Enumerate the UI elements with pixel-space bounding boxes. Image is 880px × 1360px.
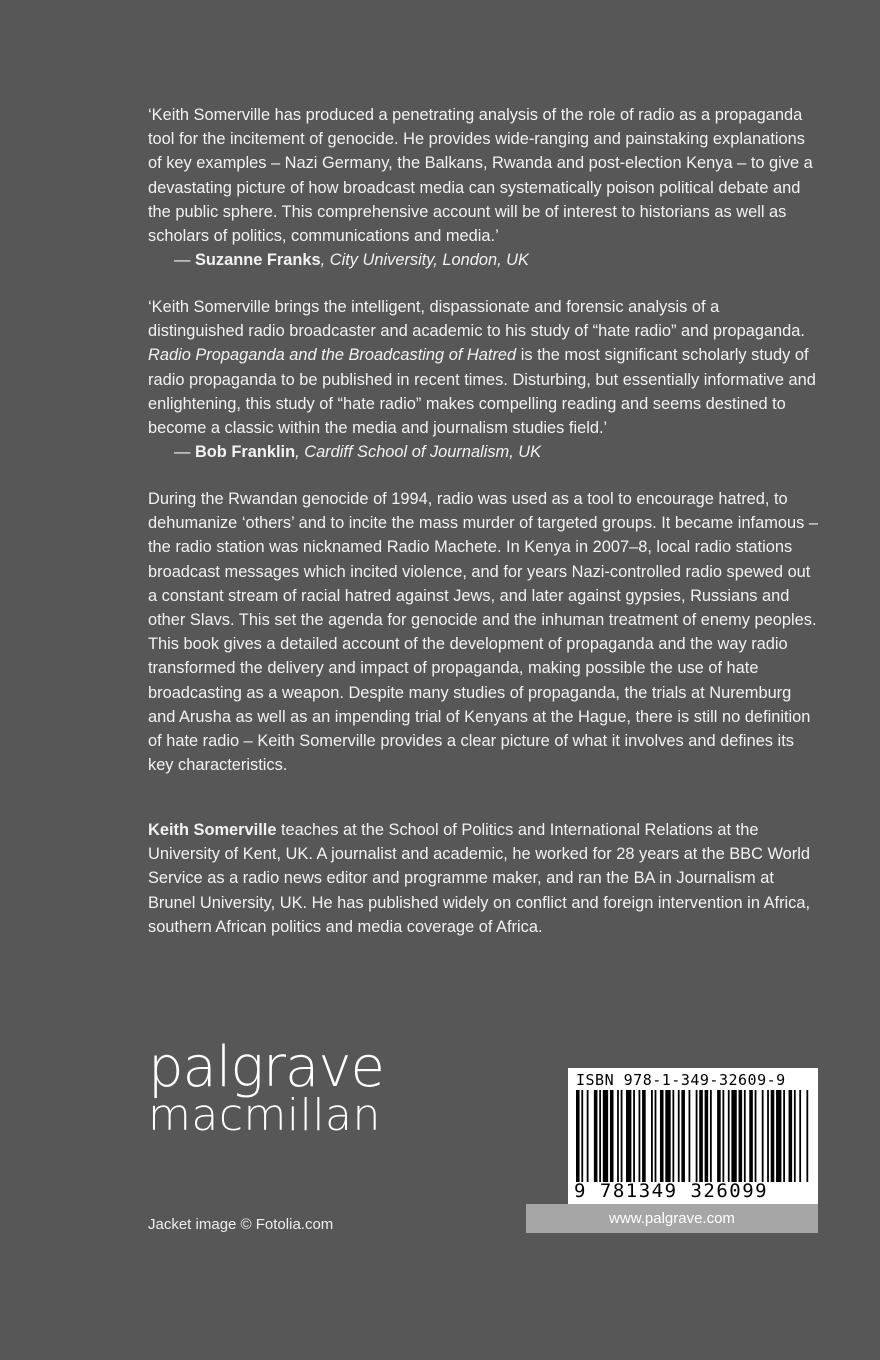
barcode-bar <box>722 1090 724 1182</box>
barcode-bar <box>621 1090 623 1182</box>
quote-text <box>148 295 818 440</box>
jacket-image-credit: Jacket image © Fotolia.com <box>148 1216 334 1233</box>
barcode-bar <box>639 1090 641 1182</box>
barcode-bar <box>594 1090 598 1182</box>
barcode-bar <box>660 1090 664 1182</box>
barcode-bar <box>610 1090 614 1182</box>
barcode-bar <box>651 1090 653 1182</box>
isbn-label: ISBN 978-1-349-32609-9 <box>576 1071 786 1089</box>
barcode-bar <box>655 1090 657 1182</box>
barcode-bar <box>739 1090 743 1182</box>
review-quote-franks <box>148 103 818 272</box>
barcode-bar <box>762 1090 764 1182</box>
barcode-bar <box>744 1090 746 1182</box>
quote-text: ‘Keith Somerville has produced a penetrating analysis of the role of radio as a propaganda tool for the incitement of genocide. He provides wide-ranging and painstaking explanations of key examples – Nazi Germany, the Balkans, Rwanda and post-election Kenya – to give a devastating picture of how broadcast media can systematically poison political debate and the public sphere. This comprehensive account will be of interest to historians as well as scholars of politics, communications and media.’ <box>148 106 813 246</box>
barcode-bar <box>710 1090 712 1182</box>
barcode-bar <box>717 1090 721 1182</box>
book-description <box>148 487 818 777</box>
review-quote-franklin <box>148 295 818 464</box>
barcode-bars <box>576 1090 810 1182</box>
barcode-bar <box>633 1090 635 1182</box>
barcode-bar <box>731 1090 736 1182</box>
barcode-bar <box>599 1090 601 1182</box>
bio-text <box>148 818 818 939</box>
quote-affiliation: , City University, London, UK <box>320 251 529 270</box>
barcode-bar <box>665 1090 670 1182</box>
book-title: Radio Propaganda and the Broadcasting of Hatred <box>148 346 517 365</box>
barcode-bar <box>783 1090 785 1182</box>
barcode-digits: 9 781349 326099 <box>574 1180 769 1202</box>
barcode-bar <box>749 1090 753 1182</box>
barcode-bar <box>705 1090 709 1182</box>
barcode-bar <box>681 1090 685 1182</box>
publisher-logo <box>148 1035 384 1141</box>
barcode-bar <box>771 1090 775 1182</box>
quote-author: Bob Franklin <box>194 443 296 462</box>
quote-affiliation: , Cardiff School of Journalism, UK <box>295 443 542 462</box>
barcode-bar <box>576 1090 580 1182</box>
barcode-bar <box>794 1090 796 1182</box>
logo-line-2: macmillan <box>148 1090 381 1141</box>
attribution-dash: — <box>174 251 195 270</box>
barcode-bar <box>789 1090 793 1182</box>
quote-author: Suzanne Franks <box>194 251 321 270</box>
barcode-bar <box>699 1090 703 1182</box>
quote-attribution <box>148 248 818 272</box>
barcode-bar <box>689 1090 691 1182</box>
barcode-bar <box>581 1090 583 1182</box>
barcode-bar <box>678 1090 680 1182</box>
description-text: During the Rwandan genocide of 1994, radio was used as a tool to encourage hatred, to dehumanize ‘others’ and to incite the mass murder of targeted groups. It became infamous – the radio station was nicknamed Radio Machete. In Kenya in 2007–8, local radio stations broadcast messages which incited violence, and for years Nazi-controlled radio spewed out a constant stream of racial hatred against Jews, and later against gypsies, Russians and other Slavs. This set the agenda for genocide and the inhuman treatment of enemy peoples. This book gives a detailed account of the development of propaganda and the way radio transformed the delivery and impact of propaganda, making possible the use of hate broadcasting as a weapon. Despite many studies of propaganda, the trials at Nuremburg and Arusha as well as an impending trial of Kenyans at the Hague, there is still no definition of hate radio – Keith Somerville provides a clear picture of what it involves and defines its key characteristics. <box>148 490 818 775</box>
barcode-bar <box>642 1090 646 1182</box>
quote-text-start: ‘Keith Somerville brings the intelligent, dispassionate and forensic analysis of a distinguished radio broadcaster and academic to his study of “hate radio” and propaganda. <box>148 298 805 341</box>
barcode-bar <box>603 1090 608 1182</box>
barcode-bar <box>626 1090 631 1182</box>
barcode-bar <box>728 1090 730 1182</box>
quote-text-end: is the most significant scholarly study of radio propaganda to be published in recent times. Disturbing, but essentially informative and enlightening, this study of “hate radio” makes compelling reading and seems destined to become a classic within the media and journalism studies field.’ <box>148 346 816 438</box>
attribution-dash: — <box>174 443 195 462</box>
barcode-bar <box>672 1090 674 1182</box>
quote-attribution <box>148 440 818 464</box>
barcode-bar <box>799 1090 801 1182</box>
barcode-bar <box>696 1090 698 1182</box>
bio-author-name: Keith Somerville <box>148 821 277 839</box>
barcode-bar <box>617 1090 619 1182</box>
logo-line-1: palgrave <box>148 1035 384 1100</box>
barcode-bar <box>776 1090 781 1182</box>
barcode-bar <box>587 1090 589 1182</box>
barcode-bar <box>767 1090 769 1182</box>
author-bio <box>148 818 818 939</box>
isbn-barcode <box>568 1068 818 1206</box>
publisher-url: www.palgrave.com <box>526 1204 818 1233</box>
barcode-bar <box>755 1090 757 1182</box>
barcode-bar <box>806 1090 808 1182</box>
bio-body: teaches at the School of Politics and International Relations at the University of Kent, UK. A journalist and academic, he worked for 28 years at the BBC World Service as a radio news editor and programme maker, and ran the BA in Journalism at Brunel University, UK. He has published widely on conflict and foreign intervention in Africa, southern African politics and media coverage of Africa. <box>148 821 811 936</box>
